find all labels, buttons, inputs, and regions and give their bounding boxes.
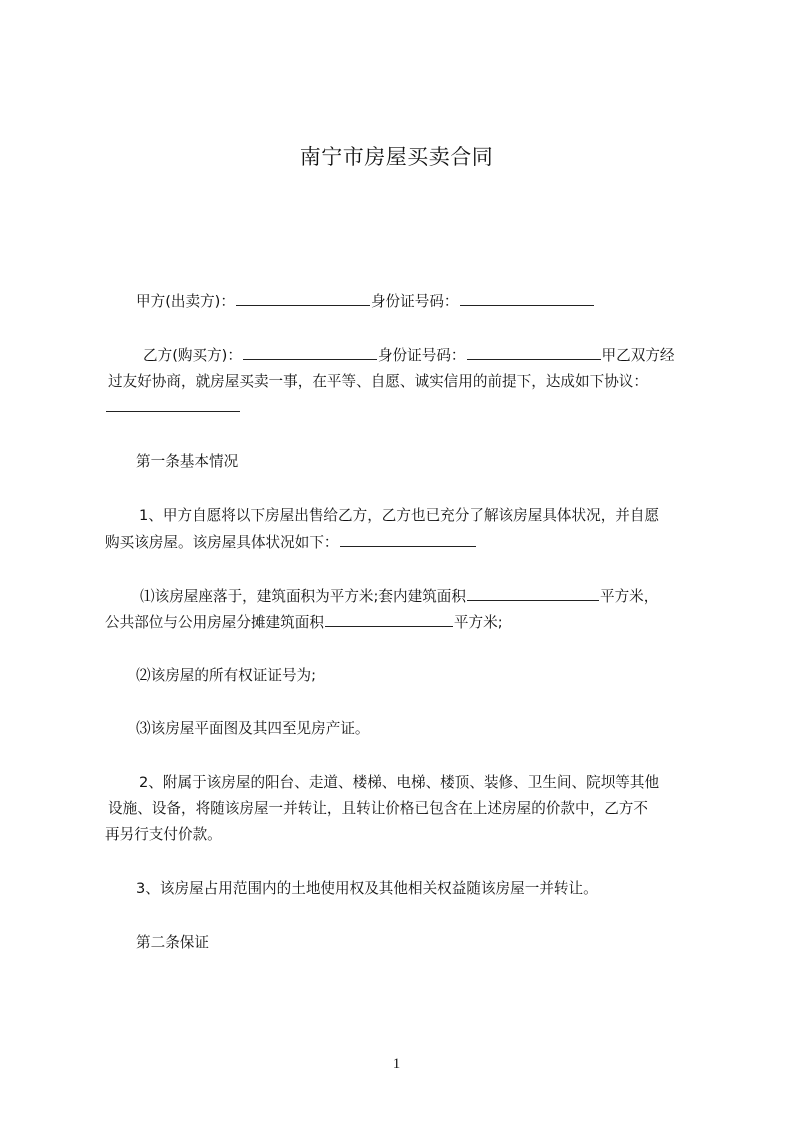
article-1-p1-line-1: 1、甲方自愿将以下房屋出售给乙方，乙方也已充分了解该房屋具体状况，并自愿 bbox=[139, 507, 660, 524]
item-1-line-2-text: 公共部位与公用房屋分摊建筑面积 bbox=[105, 614, 324, 631]
item-1-line-2 bbox=[105, 612, 503, 633]
article-1-p1-line-2 bbox=[105, 532, 477, 553]
agreement-blank-line bbox=[105, 397, 241, 418]
item-2: ⑵该房屋的所有权证证号为; bbox=[136, 667, 317, 684]
agreement-blank bbox=[106, 397, 240, 412]
party-b-tail: 甲乙双方经 bbox=[601, 347, 675, 364]
party-a-line bbox=[136, 291, 595, 312]
house-status-blank bbox=[340, 532, 476, 547]
party-b-line-2: 过友好协商，就房屋买卖一事，在平等、自愿、诚实信用的前提下，达成如下协议： bbox=[108, 373, 648, 390]
party-b-id-label: 身份证号码： bbox=[377, 347, 466, 364]
article-1-heading: 第一条基本情况 bbox=[136, 453, 239, 470]
article-1-p3: 3、该房屋占用范围内的土地使用权及其他相关权益随该房屋一并转让。 bbox=[136, 880, 598, 897]
party-b-name-blank bbox=[243, 345, 377, 360]
item-3: ⑶该房屋平面图及其四至见房产证。 bbox=[136, 720, 370, 737]
item-1-line-1-text: ⑴该房屋座落于，建筑面积为平方米;套内建筑面积 bbox=[140, 588, 466, 605]
article-1-p1-line-2-text: 购买该房屋。该房屋具体状况如下： bbox=[105, 534, 339, 551]
item-1-line-2-unit: 平方米; bbox=[453, 614, 503, 631]
party-a-id-label: 身份证号码： bbox=[370, 293, 459, 310]
shared-area-blank bbox=[325, 612, 453, 627]
party-a-name-blank bbox=[236, 291, 370, 306]
article-1-p2-line-3: 再另行支付价款。 bbox=[105, 826, 222, 843]
party-b-id-blank bbox=[467, 345, 601, 360]
item-1-line-1-unit: 平方米， bbox=[599, 588, 659, 605]
page-number: 1 bbox=[392, 1056, 401, 1072]
party-b-line bbox=[143, 345, 675, 366]
party-a-label: 甲方(出卖方)： bbox=[136, 293, 235, 310]
page-title: 南宁市房屋买卖合同 bbox=[299, 145, 494, 169]
article-1-p2-line-2: 设施、设备，将随该房屋一并转让，且转让价格已包含在上述房屋的价款中，乙方不 bbox=[108, 800, 648, 817]
article-2-heading: 第二条保证 bbox=[136, 934, 209, 951]
party-a-id-blank bbox=[460, 291, 594, 306]
item-1-line-1 bbox=[140, 586, 658, 607]
party-b-label: 乙方(购买方)： bbox=[143, 347, 242, 364]
article-1-p2-line-1: 2、附属于该房屋的阳台、走道、楼梯、电梯、楼顶、装修、卫生间、院坝等其他 bbox=[139, 774, 660, 791]
inner-area-blank bbox=[467, 586, 599, 601]
